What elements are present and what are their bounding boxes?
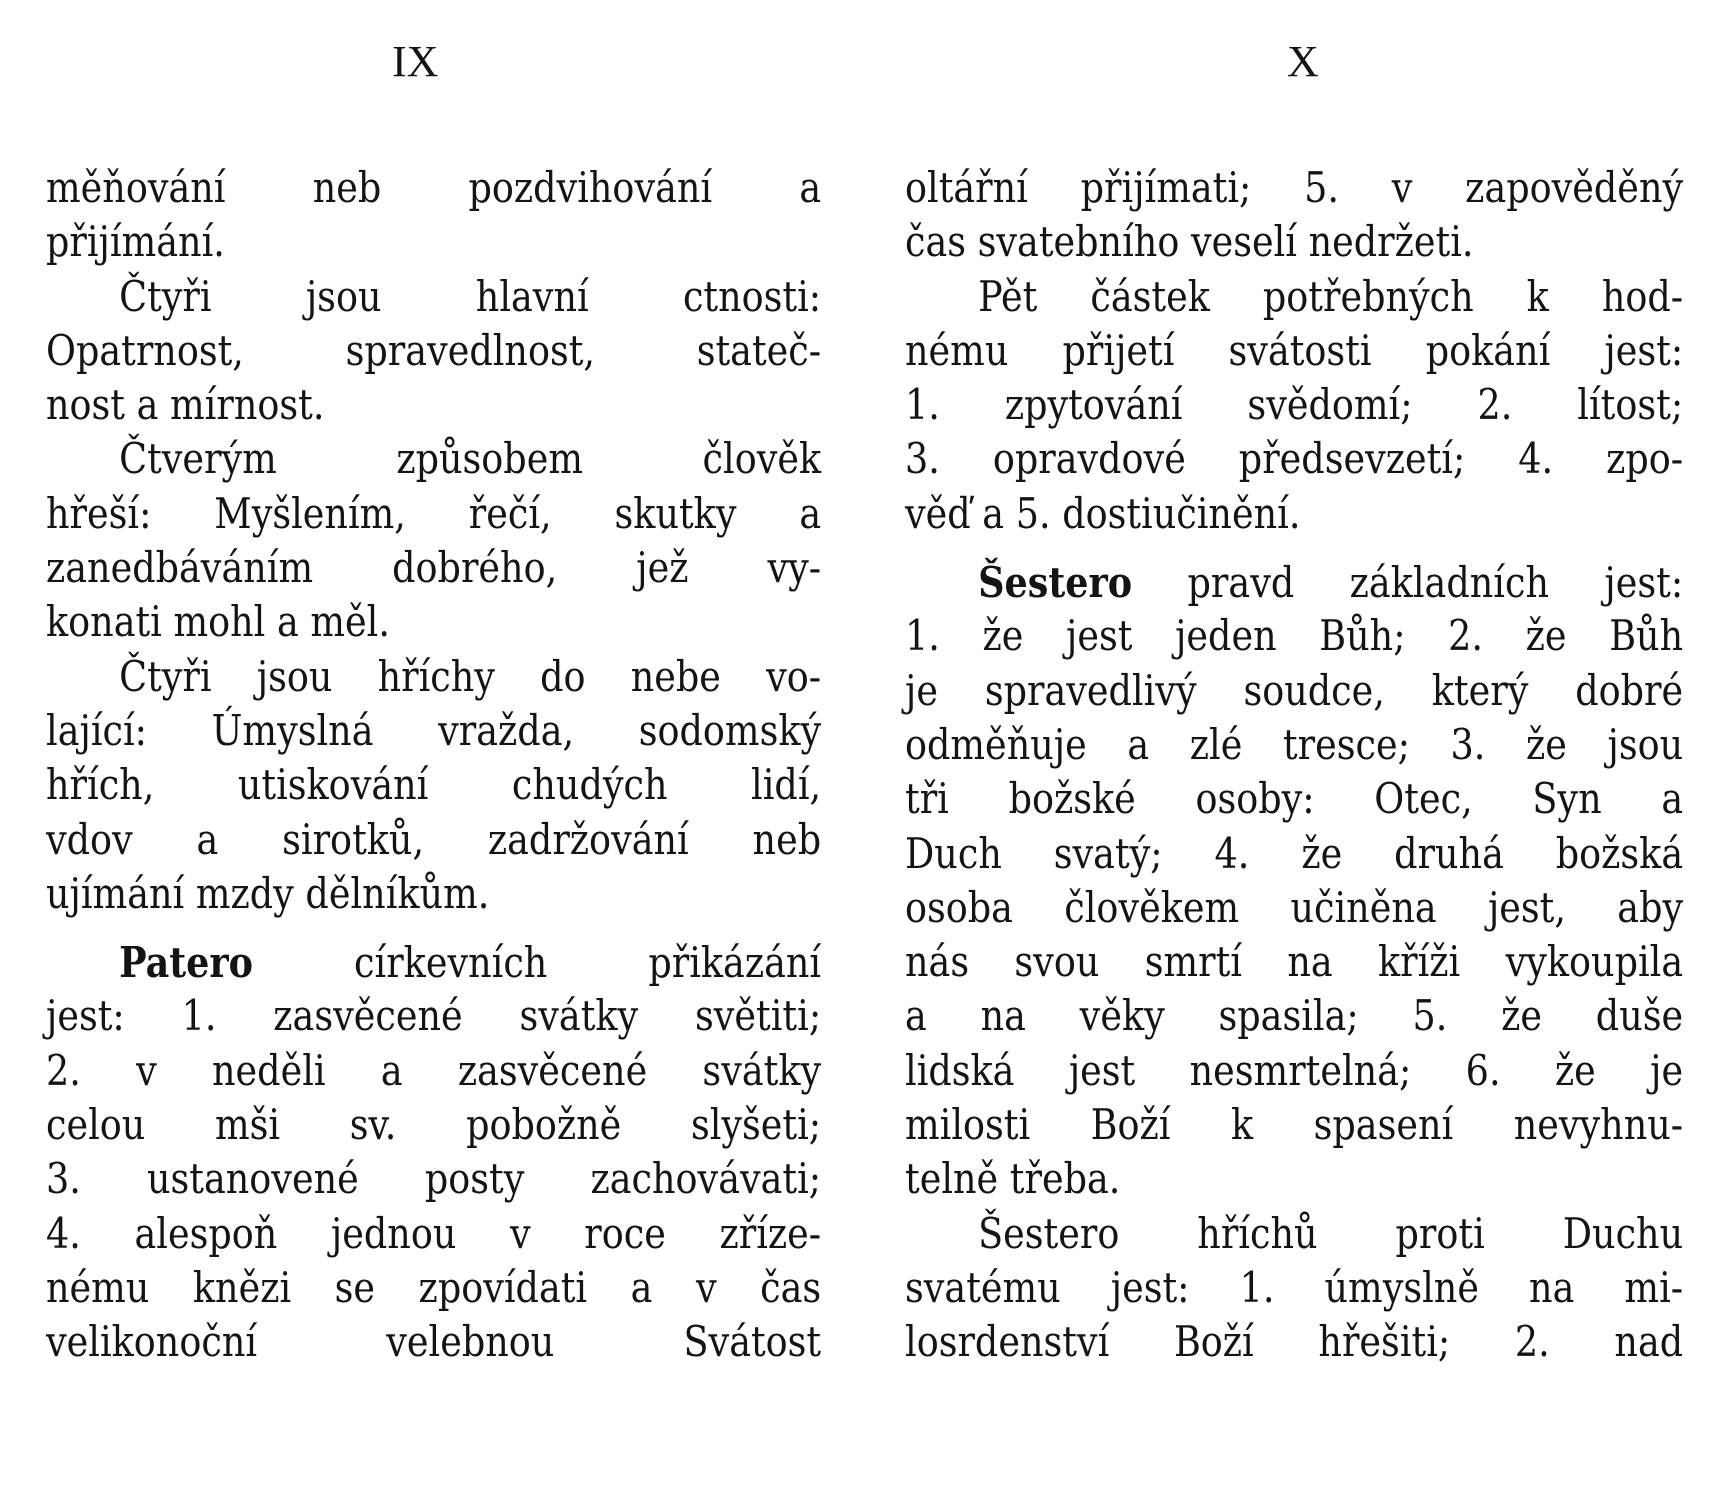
text-line: milosti Boží k spasení nevyhnu- xyxy=(905,1101,1684,1151)
text-line: měňování neb pozdvihování a xyxy=(46,164,822,213)
text-line: Opatrnost, spravedlnost, stateč- xyxy=(46,326,822,376)
text-line: Čtverým způsobem člověk xyxy=(119,435,822,485)
text-line: vdov a sirotků, zadržování neb xyxy=(46,815,822,865)
text-line: svatému jest: 1. úmyslně na mi- xyxy=(905,1263,1684,1313)
text-line: velikonoční velebnou Svátost xyxy=(46,1318,822,1368)
text-line: 2. v neděli a zasvěcené svátky xyxy=(46,1046,822,1096)
page-text xyxy=(905,162,1683,1371)
page-text xyxy=(46,162,821,1371)
text-line: hřeší: Myšlením, řečí, skutky a xyxy=(46,489,822,539)
page-number: X xyxy=(1287,37,1319,86)
text-line: Pět částek potřebných k hod- xyxy=(978,272,1684,322)
text-line: oltářní přijímati; 5. v zapověděný xyxy=(905,164,1684,213)
text-line: přijímání. xyxy=(46,218,225,268)
text-line: lající: Úmyslná vražda, sodomský xyxy=(46,706,822,756)
text-line: tři božské osoby: Otec, Syn a xyxy=(905,775,1684,825)
text-line xyxy=(905,556,1683,610)
text-line: celou mši sv. pobožně slyšeti; xyxy=(46,1101,822,1151)
text-line: osoba člověkem učiněna jest, aby xyxy=(905,883,1684,933)
text-line: jest: 1. zasvěcené svátky světiti; xyxy=(46,992,822,1042)
bold-keyword: Šestero xyxy=(978,558,1133,609)
line-text: pravd základních jest: xyxy=(1187,559,1684,609)
line-text: církevních přikázání xyxy=(354,939,822,989)
text-line: konati mohl a měl. xyxy=(46,598,390,648)
text-line: hřích, utiskování chudých lidí, xyxy=(46,761,822,811)
text-line: lidská jest nesmrtelná; 6. že je xyxy=(905,1046,1684,1096)
text-line: nému přijetí svátosti pokání jest: xyxy=(905,326,1684,376)
text-line: 4. alespoň jednou v roce zříze- xyxy=(46,1209,822,1259)
text-line: Duch svatý; 4. že druhá božská xyxy=(905,829,1684,879)
text-line: 1. že jest jeden Bůh; 2. že Bůh xyxy=(905,612,1684,662)
text-line: zanedbáváním dobrého, jež vy- xyxy=(46,544,822,594)
text-line: odměňuje a zlé tresce; 3. že jsou xyxy=(905,720,1684,770)
text-line: telně třeba. xyxy=(905,1155,1121,1205)
text-line: 1. zpytování svědomí; 2. lítost; xyxy=(905,381,1684,431)
text-line: nás svou smrtí na kříži vykoupila xyxy=(905,938,1684,988)
text-line: je spravedlivý soudce, který dobré xyxy=(905,666,1684,716)
paragraph-gap xyxy=(46,922,821,936)
text-line: Šestero hříchů proti Duchu xyxy=(978,1209,1684,1259)
text-line xyxy=(46,936,821,990)
text-line: Čtyři jsou hlavní ctnosti: xyxy=(119,272,822,322)
text-line: ujímání mzdy dělníkům. xyxy=(46,869,490,919)
text-line: věď a 5. dostiučinění. xyxy=(905,489,1301,539)
paragraph-gap xyxy=(905,542,1683,556)
text-line: čas svatebního veselí nedržeti. xyxy=(905,218,1474,268)
text-line: 3. opravdové předsevzetí; 4. zpo- xyxy=(905,435,1684,485)
text-line: 3. ustanovené posty zachovávati; xyxy=(46,1155,822,1205)
text-line: losrdenství Boží hřešiti; 2. nad xyxy=(905,1318,1684,1368)
text-line: nému knězi se zpovídati a v čas xyxy=(46,1263,822,1313)
text-line: a na věky spasila; 5. že duše xyxy=(905,992,1684,1042)
text-line: nost a mírnost. xyxy=(46,381,325,431)
page-number: IX xyxy=(392,37,439,86)
bold-keyword: Patero xyxy=(119,938,254,989)
text-line: Čtyři jsou hříchy do nebe vo- xyxy=(119,652,822,702)
